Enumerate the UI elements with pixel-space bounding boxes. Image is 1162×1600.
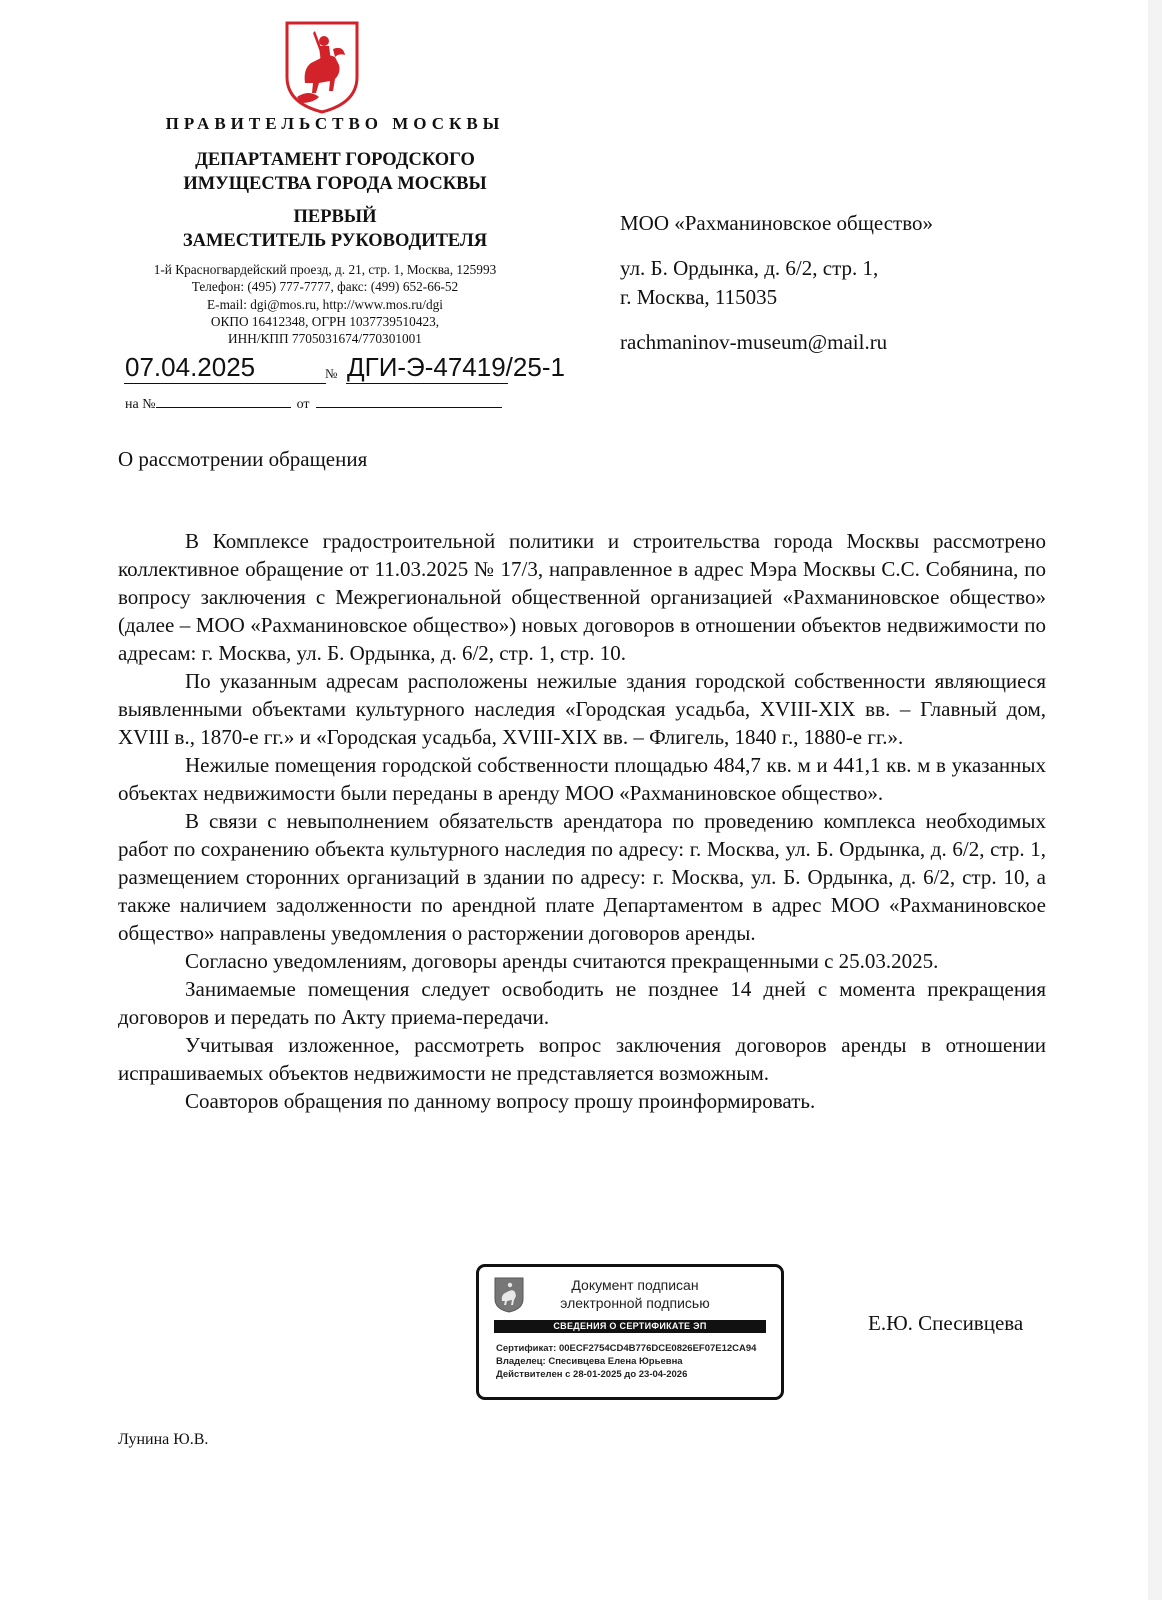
body-paragraph: По указанным адресам расположены нежилые здания городской собственности являющиеся выявленными объектами культурного наследия «Городская усадьба, XVIII-XIX вв. – Главный дом, XVIII в., 1870-е гг.» и «Городская усадьба, XVIII-XIX вв. – Флигель, 1840 г., 1880-е гг.». <box>118 669 1046 749</box>
body-paragraph: Соавторов обращения по данному вопросу прошу проинформировать. <box>185 1089 816 1113</box>
number-sign: № <box>325 366 338 381</box>
letter-subject: О рассмотрении обращения <box>118 447 368 471</box>
registration-date-underline <box>124 383 326 384</box>
moscow-coat-of-arms-icon <box>494 1277 524 1313</box>
contact-line: 1-й Красногвардейский проезд, д. 21, стр. 1, Москва, 125993 <box>153 262 497 277</box>
body-paragraph: Нежилые помещения городской собственности площадью 484,7 кв. м и 441,1 кв. м в указанных объектах недвижимости были переданы в аренду МОО «Рахманиновское общество». <box>118 753 1046 805</box>
recipient-email: rachmaninov-museum@mail.ru <box>620 330 888 354</box>
recipient-block <box>620 209 1100 357</box>
contact-line: ОКПО 16412348, ОГРН 1037739510423, <box>210 313 440 329</box>
contact-line: ИНН/КПП 7705031674/770301001 <box>228 331 422 347</box>
position-line: ЗАМЕСТИТЕЛЬ РУКОВОДИТЕЛЯ <box>182 231 488 251</box>
letter-body <box>118 527 1046 1115</box>
reference-ot-label: от <box>296 397 310 412</box>
body-paragraph: Занимаемые помещения следует освободить не позднее 14 дней с момента прекращения договоров и передать по Акту приема-передачи. <box>118 977 1046 1029</box>
recipient-address-line: г. Москва, 115035 <box>620 285 778 309</box>
body-paragraph: В связи с невыполнением обязательств арендатора по проведению комплекса необходимых работ по сохранению объекта культурного наследия по адресу: г. Москва, ул. Б. Ордынка, д. 6/2, стр. 1, размещением сторонних организаций в здании по адресу: г. Москва, ул. Б. Ордынка, д. 6/2, стр. 10, а также наличием задолженности по арендной плате Департаментом в адрес МОО «Рахманиновское общество» направлены уведомления о расторжении договоров аренды. <box>118 809 1046 945</box>
signer-position <box>90 205 580 253</box>
body-paragraph: Учитывая изложенное, рассмотреть вопрос заключения договоров аренды в отношении испрашиваемых объектов недвижимости не представляется возможным. <box>118 1033 1046 1085</box>
page-edge <box>1148 0 1162 1600</box>
stamp-certificate-header: СВЕДЕНИЯ О СЕРТИФИКАТЕ ЭП <box>494 1320 766 1333</box>
registration-number: ДГИ-Э-47419/25-1 <box>347 352 565 382</box>
department-line: ИМУЩЕСТВА ГОРОДА МОСКВЫ <box>183 174 487 194</box>
government-title: ПРАВИТЕЛЬСТВО МОСКВЫ <box>165 114 505 133</box>
contact-line: Телефон: (495) 777-7777, факс: (499) 652-66-52 <box>191 279 459 295</box>
body-paragraph: В Комплексе градостроительной политики и строительства города Москвы рассмотрено коллективное обращение от 11.03.2025 № 17/3, направленное в адрес Мэра Москвы С.С. Собянина, по вопросу заключения с Межрегиональной общественной организацией «Рахманиновское общество» (далее – МОО «Рахманиновское общество») новых договоров в отношении объектов недвижимости по адресам: г. Москва, ул. Б. Ордынка, д. 6/2, стр. 1, стр. 10. <box>118 529 1046 665</box>
moscow-coat-of-arms-icon <box>283 19 361 115</box>
body-paragraph: Согласно уведомлениям, договоры аренды считаются прекращенными с 25.03.2025. <box>185 949 939 973</box>
recipient-organization: МОО «Рахманиновское общество» <box>620 211 933 235</box>
signer-name: Е.Ю. Спесивцева <box>868 1311 1024 1335</box>
stamp-title-line: электронной подписью <box>560 1295 710 1311</box>
reference-line <box>125 397 502 413</box>
executor-name: Лунина Ю.В. <box>118 1431 209 1448</box>
stamp-title-line: Документ подписан <box>571 1277 699 1293</box>
department-line: ДЕПАРТАМЕНТ ГОРОДСКОГО <box>195 150 475 170</box>
certificate-owner: Владелец: Спесивцева Елена Юрьевна <box>496 1356 683 1367</box>
stamp-title <box>535 1276 735 1312</box>
stamp-certificate-info <box>496 1342 756 1381</box>
registration-number-underline <box>346 383 508 384</box>
certificate-id: Сертификат: 00ECF2754CD4B776DCE0826EF07E12CA94 <box>496 1343 757 1354</box>
position-line: ПЕРВЫЙ <box>293 207 377 227</box>
department-contacts <box>110 261 540 347</box>
contact-line: E-mail: dgi@mos.ru, http://www.mos.ru/dgi <box>207 296 443 312</box>
reference-na-label: на № <box>125 397 156 412</box>
electronic-signature-stamp <box>476 1264 784 1400</box>
reference-date-blank <box>316 397 502 408</box>
reference-number-blank <box>156 397 291 408</box>
recipient-address-line: ул. Б. Ордынка, д. 6/2, стр. 1, <box>620 256 879 280</box>
department-name <box>90 148 580 196</box>
registration-date: 07.04.2025 <box>125 352 256 382</box>
certificate-validity: Действителен с 28-01-2025 до 23-04-2026 <box>496 1369 688 1380</box>
